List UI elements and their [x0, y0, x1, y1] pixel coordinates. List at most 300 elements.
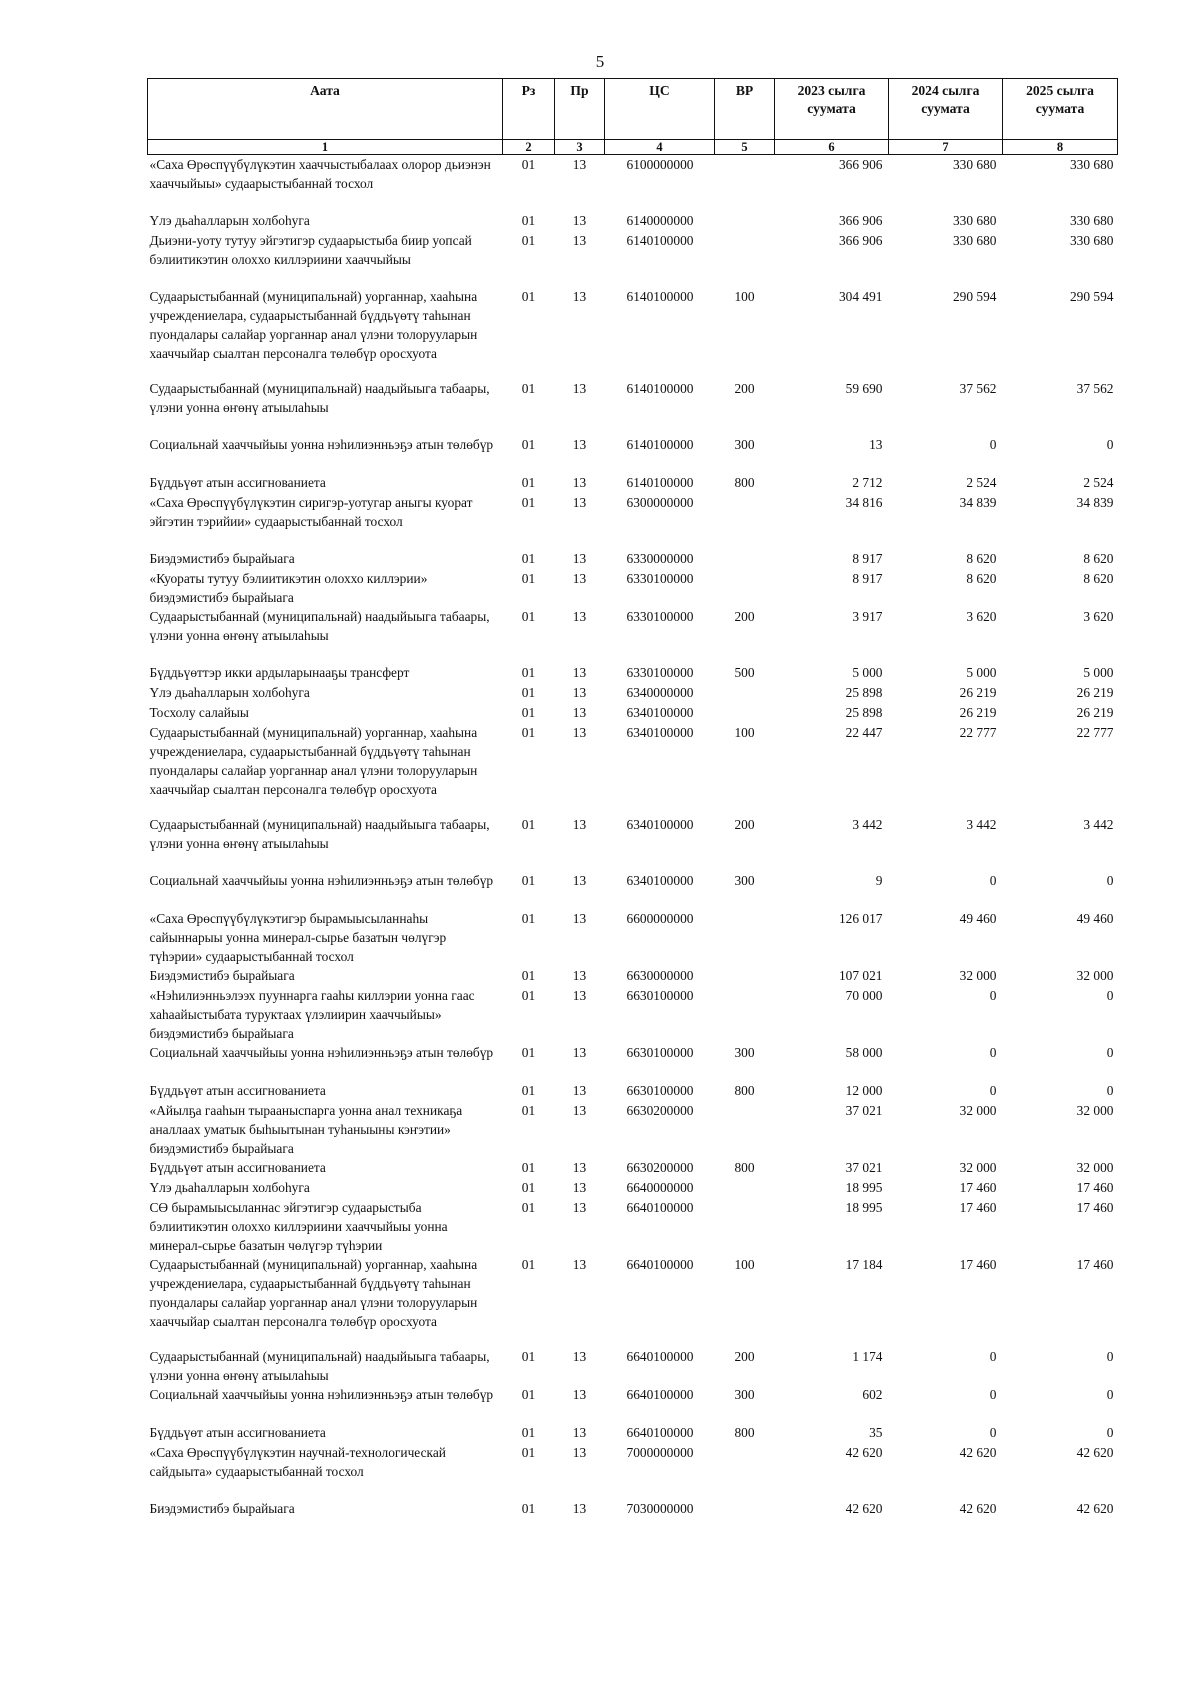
budget-table	[147, 78, 1118, 1519]
row-name: Судаарыстыбаннай (муниципальнай) уорганнар, хааһына учреждениелара, судаарыстыбаннай бүддьүөтү таһынан пуондалары салайар уорганнар анал үлэни толорууларын хааччыйар сыалтан персоналга төлөбүр оросхуота	[149, 288, 478, 361]
table-row	[148, 909, 1118, 966]
row-value-2024: 42 620	[959, 1444, 997, 1460]
row-value-2024: 8 620	[966, 570, 997, 586]
row-cs: 6330100000	[626, 570, 694, 586]
row-value-2024: 0	[989, 1044, 997, 1060]
row-rz: 01	[521, 1256, 536, 1272]
row-rz: 01	[521, 664, 536, 680]
row-name: Бүддьүөт атын ассигнованиета	[149, 1159, 326, 1175]
row-name: Судаарыстыбаннай (муниципальнай) уорганнар, хааһына учреждениелара, судаарыстыбаннай бүддьүөтү таһынан пуондалары салайар уорганнар анал үлэни толорууларын хааччыйар сыалтан персоналга төлөбүр оросхуота	[149, 724, 478, 797]
table-row	[148, 231, 1118, 287]
row-name: Социальнай хааччыйыы уонна нэһилиэнньэҕэ атын төлөбүр	[149, 872, 494, 888]
row-cs: 6140100000	[626, 288, 694, 304]
row-vr: 800	[734, 474, 755, 490]
row-value-2025: 34 839	[1076, 494, 1114, 510]
row-rz: 01	[521, 816, 536, 832]
row-value-2024: 17 460	[959, 1179, 997, 1195]
row-name: Дьиэни-уоту тутуу эйгэтигэр судаарыстыба биир уопсай бэлиитикэтин олоххо киллэриини хааччыйыы	[149, 232, 472, 267]
row-value-2023: 366 906	[838, 157, 883, 172]
row-name: Социальнай хааччыйыы уонна нэһилиэнньэҕэ атын төлөбүр	[149, 1044, 494, 1060]
row-pr: 13	[572, 570, 587, 586]
row-value-2025: 0	[1106, 1082, 1114, 1098]
row-value-2025: 8 620	[1083, 570, 1114, 586]
row-cs: 6640100000	[626, 1199, 694, 1215]
table-row	[148, 549, 1118, 569]
row-value-2025: 290 594	[1069, 288, 1114, 304]
table-row	[148, 1499, 1118, 1519]
row-cs: 6340100000	[626, 724, 694, 740]
row-cs: 6330100000	[626, 664, 694, 680]
row-value-2023: 602	[862, 1386, 883, 1402]
table-row	[148, 815, 1118, 871]
row-value-2023: 18 995	[845, 1199, 883, 1215]
row-cs: 6640100000	[626, 1424, 694, 1440]
row-name: Судаарыстыбаннай (муниципальнай) наадыйыыга табаары, үлэни уонна өҥөнү атыылаһыы	[149, 816, 490, 851]
row-value-2023: 9	[875, 872, 883, 888]
row-value-2024: 290 594	[952, 288, 997, 304]
row-cs: 6630000000	[626, 967, 694, 983]
row-vr: 300	[734, 1044, 755, 1060]
row-rz: 01	[521, 987, 536, 1003]
row-cs: 6630200000	[626, 1159, 694, 1175]
row-vr	[715, 909, 775, 966]
row-pr: 13	[572, 1424, 587, 1440]
row-pr: 13	[572, 474, 587, 490]
table-row	[148, 986, 1118, 1043]
row-rz: 01	[521, 157, 536, 172]
row-name: «Саха Өрөспүүбүлүкэтин хааччыстыбалаах олорор дьиэнэн хааччыйыы» судаарыстыбаннай тосхол	[149, 157, 491, 191]
table-row	[148, 703, 1118, 723]
row-pr: 13	[572, 380, 587, 396]
row-name: Тосхолу салайыы	[149, 704, 249, 720]
row-value-2025: 0	[1106, 872, 1114, 888]
row-value-2023: 5 000	[852, 664, 883, 680]
row-value-2025: 330 680	[1069, 157, 1114, 172]
row-value-2024: 0	[989, 436, 997, 452]
row-name: Судаарыстыбаннай (муниципальнай) наадыйыыга табаары, үлэни уонна өҥөнү атыылаһыы	[149, 380, 490, 415]
row-rz: 01	[521, 474, 536, 490]
row-cs: 6330000000	[626, 550, 694, 566]
row-name: «Айылҕа гааһын тырааныспарга уонна анал техникаҕа аналлаах уматык быһыытынан туһаныыны кэҥэтии» биэдэмистибэ бырайыага	[149, 1102, 463, 1156]
row-pr: 13	[572, 494, 587, 510]
row-value-2024: 5 000	[966, 664, 997, 680]
row-cs: 6100000000	[626, 157, 694, 172]
row-value-2024: 49 460	[959, 910, 997, 926]
row-value-2023: 58 000	[845, 1044, 883, 1060]
row-value-2023: 3 442	[852, 816, 883, 832]
table-row	[148, 493, 1118, 549]
row-pr: 13	[572, 967, 587, 983]
row-name: Бүддьүөттэр икки ардыларынааҕы трансферт	[149, 664, 410, 680]
row-pr: 13	[572, 157, 587, 172]
page-number: 5	[595, 52, 605, 71]
row-value-2023: 8 917	[852, 570, 883, 586]
row-cs: 6640100000	[626, 1386, 694, 1402]
table-row	[148, 211, 1118, 231]
row-vr	[715, 231, 775, 287]
row-pr: 13	[572, 212, 587, 228]
row-vr	[715, 1178, 775, 1198]
row-value-2025: 0	[1106, 1424, 1114, 1440]
row-vr: 200	[734, 380, 755, 396]
row-name: Бүддьүөт атын ассигнованиета	[149, 1424, 326, 1440]
row-rz: 01	[521, 704, 536, 720]
table-row	[148, 607, 1118, 663]
row-value-2025: 49 460	[1076, 910, 1114, 926]
row-pr: 13	[572, 1386, 587, 1402]
row-value-2025: 42 620	[1076, 1500, 1114, 1516]
row-value-2025: 17 460	[1076, 1256, 1114, 1272]
row-cs: 6140000000	[626, 212, 694, 228]
row-value-2024: 0	[989, 1424, 997, 1440]
row-cs: 6330100000	[626, 608, 694, 624]
row-rz: 01	[521, 872, 536, 888]
row-value-2024: 330 680	[952, 212, 997, 228]
row-rz: 01	[521, 212, 536, 228]
row-value-2025: 0	[1106, 1348, 1114, 1364]
row-value-2025: 37 562	[1076, 380, 1114, 396]
row-value-2023: 12 000	[845, 1082, 883, 1098]
row-cs: 6340000000	[626, 684, 694, 700]
row-value-2025: 0	[1106, 436, 1114, 452]
column-number: 4	[605, 140, 715, 155]
row-vr: 100	[734, 724, 755, 740]
table-row	[148, 966, 1118, 986]
row-pr: 13	[572, 1444, 587, 1460]
row-value-2024: 0	[989, 1348, 997, 1364]
table-row	[148, 1158, 1118, 1178]
row-rz: 01	[521, 724, 536, 740]
row-vr: 100	[734, 1256, 755, 1272]
row-value-2023: 37 021	[845, 1102, 883, 1118]
row-value-2024: 3 442	[966, 816, 997, 832]
header-cs: ЦС	[605, 79, 715, 140]
table-body	[148, 155, 1118, 1519]
header-rz: Рз	[503, 79, 555, 140]
row-vr: 300	[734, 436, 755, 452]
row-value-2024: 330 680	[952, 232, 997, 248]
row-value-2023: 42 620	[845, 1500, 883, 1516]
row-cs: 7000000000	[626, 1444, 694, 1460]
row-vr	[715, 986, 775, 1043]
row-value-2025: 32 000	[1076, 1159, 1114, 1175]
header-vr: ВР	[715, 79, 775, 140]
row-name: «Саха Өрөспүүбүлүкэтигэр бырамыысыланнаһы сайыннарыы уонна минерал-сырье базатын чөлүгэр түһэрии» судаарыстыбаннай тосхол	[149, 910, 447, 964]
table-row	[148, 287, 1118, 379]
row-value-2023: 8 917	[852, 550, 883, 566]
table-row	[148, 1043, 1118, 1081]
row-value-2023: 25 898	[845, 704, 883, 720]
row-vr: 800	[734, 1082, 755, 1098]
row-rz: 01	[521, 1044, 536, 1060]
table-header	[148, 79, 1118, 155]
row-pr: 13	[572, 704, 587, 720]
row-rz: 01	[521, 1500, 536, 1516]
row-cs: 6640000000	[626, 1179, 694, 1195]
row-value-2024: 330 680	[952, 157, 997, 172]
row-value-2024: 26 219	[959, 704, 997, 720]
row-vr	[715, 1499, 775, 1519]
row-name: Биэдэмистибэ бырайыага	[149, 1500, 295, 1516]
row-cs: 6340100000	[626, 872, 694, 888]
row-name: Үлэ дьаһалларын холбоһуга	[149, 1179, 310, 1195]
row-rz: 01	[521, 288, 536, 304]
row-cs: 7030000000	[626, 1500, 694, 1516]
header-2023: 2023 сылга суумата	[775, 79, 889, 140]
row-name: «Саха Өрөспүүбүлүкэтин научнай-технологическай сайдыыта» судаарыстыбаннай тосхол	[149, 1444, 446, 1479]
row-value-2025: 32 000	[1076, 967, 1114, 983]
row-vr	[715, 211, 775, 231]
row-value-2024: 32 000	[959, 1159, 997, 1175]
row-pr: 13	[572, 872, 587, 888]
row-cs: 6140100000	[626, 436, 694, 452]
row-cs: 6300000000	[626, 494, 694, 510]
row-rz: 01	[521, 1199, 536, 1215]
row-cs: 6640100000	[626, 1348, 694, 1364]
row-value-2024: 32 000	[959, 1102, 997, 1118]
row-rz: 01	[521, 550, 536, 566]
row-value-2024: 3 620	[966, 608, 997, 624]
row-rz: 01	[521, 436, 536, 452]
table-row	[148, 1255, 1118, 1347]
row-value-2023: 70 000	[845, 987, 883, 1003]
row-value-2024: 17 460	[959, 1256, 997, 1272]
row-cs: 6340100000	[626, 704, 694, 720]
row-vr: 200	[734, 816, 755, 832]
row-rz: 01	[521, 1179, 536, 1195]
row-value-2023: 34 816	[845, 494, 883, 510]
row-value-2024: 8 620	[966, 550, 997, 566]
row-cs: 6140100000	[626, 380, 694, 396]
column-number: 8	[1003, 140, 1118, 155]
row-pr: 13	[572, 232, 587, 248]
row-value-2023: 18 995	[845, 1179, 883, 1195]
header-pr: Пр	[555, 79, 605, 140]
column-number: 7	[889, 140, 1003, 155]
row-vr: 800	[734, 1159, 755, 1175]
row-pr: 13	[572, 1500, 587, 1516]
row-value-2023: 37 021	[845, 1159, 883, 1175]
row-value-2023: 366 906	[838, 232, 883, 248]
row-name: Үлэ дьаһалларын холбоһуга	[149, 684, 310, 700]
row-vr	[715, 683, 775, 703]
row-pr: 13	[572, 1179, 587, 1195]
row-value-2023: 1 174	[852, 1348, 883, 1364]
column-number: 6	[775, 140, 889, 155]
row-name: СӨ бырамыысыланнас эйгэтигэр судаарыстыба бэлиитикэтин олоххо киллэриини хааччыйыы уонна минерал-сырье базатын чөлүгэр түһэрии	[149, 1199, 448, 1253]
row-value-2024: 2 524	[966, 474, 997, 490]
row-rz: 01	[521, 494, 536, 510]
row-pr: 13	[572, 1256, 587, 1272]
row-value-2023: 2 712	[852, 474, 883, 490]
table-row	[148, 723, 1118, 815]
row-value-2025: 3 442	[1083, 816, 1114, 832]
table-row	[148, 683, 1118, 703]
row-pr: 13	[572, 1082, 587, 1098]
row-name: Судаарыстыбаннай (муниципальнай) наадыйыыга табаары, үлэни уонна өҥөнү атыылаһыы	[149, 1348, 490, 1383]
row-name: «Куораты тутуу бэлиитикэтин олоххо киллэрии» биэдэмистибэ бырайыага	[149, 570, 428, 605]
table-row	[148, 1423, 1118, 1443]
row-value-2025: 26 219	[1076, 704, 1114, 720]
row-vr: 500	[734, 664, 755, 680]
row-value-2024: 17 460	[959, 1199, 997, 1215]
row-value-2024: 42 620	[959, 1500, 997, 1516]
row-rz: 01	[521, 1424, 536, 1440]
row-value-2025: 330 680	[1069, 232, 1114, 248]
table-row	[148, 435, 1118, 473]
row-cs: 6640100000	[626, 1256, 694, 1272]
row-pr: 13	[572, 1159, 587, 1175]
row-value-2025: 0	[1106, 987, 1114, 1003]
row-cs: 6630200000	[626, 1102, 694, 1118]
table-row	[148, 663, 1118, 683]
row-cs: 6340100000	[626, 816, 694, 832]
row-pr: 13	[572, 1348, 587, 1364]
row-vr	[715, 155, 775, 211]
row-value-2023: 13	[869, 436, 883, 452]
row-name: Судаарыстыбаннай (муниципальнай) наадыйыыга табаары, үлэни уонна өҥөнү атыылаһыы	[149, 608, 490, 643]
header-name: Аата	[148, 79, 503, 140]
table-row	[148, 871, 1118, 909]
row-value-2024: 0	[989, 987, 997, 1003]
row-vr	[715, 1101, 775, 1158]
row-name: Биэдэмистибэ бырайыага	[149, 967, 295, 983]
row-value-2023: 304 491	[838, 288, 883, 304]
row-pr: 13	[572, 816, 587, 832]
table-row	[148, 155, 1118, 211]
row-value-2023: 59 690	[845, 380, 883, 396]
row-vr: 100	[734, 288, 755, 304]
row-value-2023: 17 184	[845, 1256, 883, 1272]
row-cs: 6630100000	[626, 987, 694, 1003]
row-value-2025: 42 620	[1076, 1444, 1114, 1460]
header-2024: 2024 сылга суумата	[889, 79, 1003, 140]
row-value-2025: 3 620	[1083, 608, 1114, 624]
table-row	[148, 1081, 1118, 1101]
row-value-2024: 0	[989, 1082, 997, 1098]
row-pr: 13	[572, 664, 587, 680]
table-row	[148, 1198, 1118, 1255]
row-cs: 6600000000	[626, 910, 694, 926]
row-rz: 01	[521, 1102, 536, 1118]
column-number: 5	[715, 140, 775, 155]
row-pr: 13	[572, 1102, 587, 1118]
table-row	[148, 1347, 1118, 1385]
row-value-2025: 22 777	[1076, 724, 1114, 740]
row-vr	[715, 549, 775, 569]
row-value-2025: 17 460	[1076, 1179, 1114, 1195]
row-vr: 300	[734, 1386, 755, 1402]
row-rz: 01	[521, 1444, 536, 1460]
row-rz: 01	[521, 1159, 536, 1175]
row-value-2024: 0	[989, 872, 997, 888]
column-number: 2	[503, 140, 555, 155]
row-pr: 13	[572, 436, 587, 452]
row-rz: 01	[521, 232, 536, 248]
row-pr: 13	[572, 684, 587, 700]
row-value-2023: 3 917	[852, 608, 883, 624]
table-row	[148, 1443, 1118, 1499]
row-pr: 13	[572, 288, 587, 304]
row-vr	[715, 493, 775, 549]
row-rz: 01	[521, 608, 536, 624]
row-rz: 01	[521, 910, 536, 926]
row-rz: 01	[521, 1082, 536, 1098]
row-pr: 13	[572, 910, 587, 926]
row-value-2023: 126 017	[838, 910, 883, 926]
table-row	[148, 379, 1118, 435]
table-row	[148, 473, 1118, 493]
row-name: Социальнай хааччыйыы уонна нэһилиэнньэҕэ атын төлөбүр	[149, 436, 494, 452]
row-value-2024: 37 562	[959, 380, 997, 396]
row-vr	[715, 569, 775, 607]
table-row	[148, 1178, 1118, 1198]
row-value-2025: 17 460	[1076, 1199, 1114, 1215]
row-pr: 13	[572, 550, 587, 566]
row-vr	[715, 1443, 775, 1499]
row-cs: 6140100000	[626, 232, 694, 248]
header-2025: 2025 сылга суумата	[1003, 79, 1118, 140]
row-value-2025: 2 524	[1083, 474, 1114, 490]
row-value-2024: 34 839	[959, 494, 997, 510]
row-rz: 01	[521, 1386, 536, 1402]
row-rz: 01	[521, 570, 536, 586]
row-value-2023: 22 447	[845, 724, 883, 740]
row-name: Судаарыстыбаннай (муниципальнай) уорганнар, хааһына учреждениелара, судаарыстыбаннай бүддьүөтү таһынан пуондалары салайар уорганнар анал үлэни толорууларын хааччыйар сыалтан персоналга төлөбүр оросхуота	[149, 1256, 478, 1329]
row-vr	[715, 966, 775, 986]
row-rz: 01	[521, 380, 536, 396]
row-vr: 200	[734, 608, 755, 624]
row-rz: 01	[521, 684, 536, 700]
row-name: Социальнай хааччыйыы уонна нэһилиэнньэҕэ атын төлөбүр	[149, 1386, 494, 1402]
row-pr: 13	[572, 608, 587, 624]
column-number-row	[148, 140, 1118, 155]
row-rz: 01	[521, 967, 536, 983]
row-value-2025: 5 000	[1083, 664, 1114, 680]
row-pr: 13	[572, 724, 587, 740]
row-value-2025: 0	[1106, 1386, 1114, 1402]
row-vr	[715, 1198, 775, 1255]
row-pr: 13	[572, 987, 587, 1003]
table-row	[148, 1101, 1118, 1158]
row-vr: 800	[734, 1424, 755, 1440]
row-value-2023: 42 620	[845, 1444, 883, 1460]
row-value-2024: 32 000	[959, 967, 997, 983]
row-cs: 6630100000	[626, 1082, 694, 1098]
row-value-2025: 32 000	[1076, 1102, 1114, 1118]
row-value-2025: 330 680	[1069, 212, 1114, 228]
row-vr	[715, 703, 775, 723]
row-rz: 01	[521, 1348, 536, 1364]
row-pr: 13	[572, 1199, 587, 1215]
row-value-2025: 26 219	[1076, 684, 1114, 700]
row-value-2023: 35	[869, 1424, 883, 1440]
row-name: «Саха Өрөспүүбүлүкэтин сиригэр-уотугар аныгы куорат эйгэтин тэрийии» судаарыстыбаннай тосхол	[149, 494, 473, 529]
row-name: «Нэһилиэнньэлээх пууннарга гааһы киллэрии уонна гаас хаһаайыстыбата туруктаах үлэлиирин хааччыйыы» биэдэмистибэ бырайыага	[149, 987, 475, 1041]
row-value-2024: 22 777	[959, 724, 997, 740]
row-value-2023: 107 021	[838, 967, 883, 983]
row-pr: 13	[572, 1044, 587, 1060]
row-value-2025: 8 620	[1083, 550, 1114, 566]
row-value-2024: 0	[989, 1386, 997, 1402]
row-vr: 200	[734, 1348, 755, 1364]
row-value-2023: 366 906	[838, 212, 883, 228]
table-row	[148, 569, 1118, 607]
row-vr: 300	[734, 872, 755, 888]
row-cs: 6140100000	[626, 474, 694, 490]
row-cs: 6630100000	[626, 1044, 694, 1060]
row-name: Биэдэмистибэ бырайыага	[149, 550, 295, 566]
